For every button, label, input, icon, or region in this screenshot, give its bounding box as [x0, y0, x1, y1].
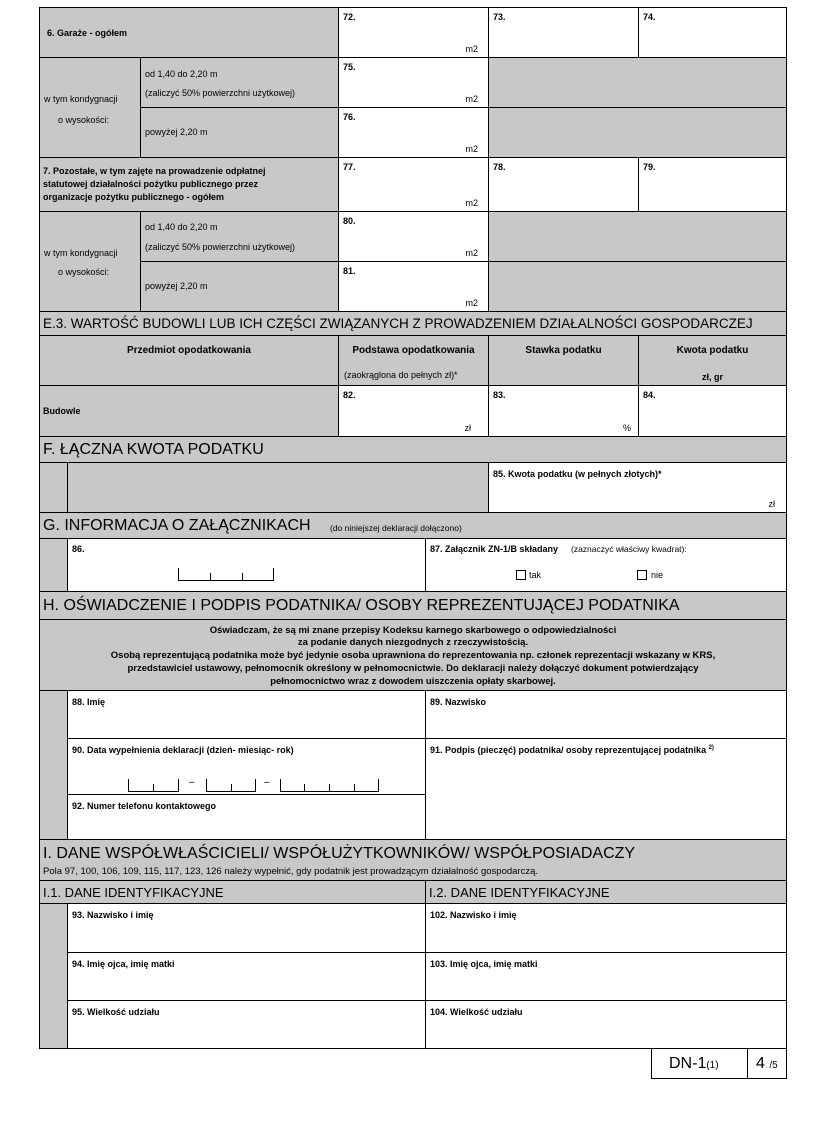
- field-89-label: 89. Nazwisko: [430, 697, 487, 707]
- garages-range-a-line2: (zaliczyć 50% powierzchni użytkowej): [145, 88, 296, 98]
- other-title-line3: organizacje pożytku publicznego - ogółem: [43, 192, 225, 202]
- e3-row-buildings-label: Budowle: [43, 406, 81, 416]
- f-left-margin: [39, 462, 68, 513]
- h-left-margin: [39, 690, 68, 840]
- field-86-digit-grid: [178, 568, 274, 581]
- other-title-line1: 7. Pozostałe, w tym zajęte na prowadzenie odpłatnej: [43, 166, 266, 176]
- e3-col-amount-label: Kwota podatku: [676, 345, 749, 356]
- field-87[interactable]: [425, 538, 787, 592]
- footer-form-label: [669, 1055, 719, 1073]
- field-92[interactable]: [67, 794, 426, 840]
- field-91-text: 91. Podpis (pieczęć) podatnika/ osoby reprezentującej podatnika: [430, 745, 707, 755]
- field-83-unit: %: [622, 423, 631, 433]
- e3-heading: E.3. WARTOŚĆ BUDOWLI LUB ICH CZĘŚCI ZWIĄZANYCH Z PROWADZENIEM DZIAŁALNOŚCI GOSPODARCZEJ: [43, 316, 753, 331]
- f-gray-cell: [67, 462, 489, 513]
- field-87-label: 87. Załącznik ZN-1/B składany: [430, 544, 559, 554]
- field-86-digit-tick: [210, 573, 211, 581]
- field-80[interactable]: [338, 211, 489, 262]
- field-104[interactable]: [425, 1000, 787, 1049]
- other-title-line2: statutowej działalności pożytku publicznego przez: [43, 179, 259, 189]
- garages-total-label-cell: [39, 7, 339, 58]
- date-dash-1: –: [189, 777, 195, 788]
- other-range-a-cell: [140, 211, 339, 262]
- i-left-margin: [39, 903, 68, 1049]
- i2-heading-bar: [425, 880, 787, 904]
- g-heading: G. INFORMACJA O ZAŁĄCZNIKACH: [43, 517, 311, 534]
- footer-page-number: [747, 1048, 787, 1079]
- g-heading-bar: [39, 512, 787, 539]
- field-85[interactable]: [488, 462, 787, 513]
- field-77[interactable]: [338, 157, 489, 212]
- footer-page-total: /5: [769, 1060, 778, 1071]
- field-75-number: 75.: [343, 62, 356, 72]
- field-85-label: 85. Kwota podatku (w pełnych złotych)*: [493, 469, 662, 479]
- field-77-unit: m2: [465, 198, 478, 208]
- field-103[interactable]: [425, 952, 787, 1001]
- field-81[interactable]: [338, 261, 489, 312]
- h-declaration-line1: Oświadczam, że są mi znane przepisy Kodeksu karnego skarbowego o odpowiedzialności: [209, 625, 617, 636]
- field-84-number: 84.: [643, 390, 656, 400]
- e3-col-rate: [488, 335, 639, 386]
- h-declaration-line5: pełnomocnictwo wraz z dowodem uiszczenia opłaty skarbowej.: [270, 676, 556, 687]
- checkbox-no[interactable]: [637, 570, 647, 580]
- field-104-label: 104. Wielkość udziału: [430, 1007, 523, 1017]
- field-94[interactable]: [67, 952, 426, 1001]
- field-76-unit: m2: [465, 144, 478, 154]
- other-total-label-cell: [39, 157, 339, 212]
- field-86[interactable]: [67, 538, 426, 592]
- other-range-b-cell: [140, 261, 339, 312]
- field-90-label: 90. Data wypełnienia deklaracji (dzień- miesiąc- rok): [72, 745, 294, 755]
- field-74[interactable]: [638, 7, 787, 58]
- e3-col-base-label: Podstawa opodatkowania: [352, 345, 475, 356]
- other-floor-label-cell: [39, 211, 141, 312]
- footer-page-label: [756, 1055, 778, 1073]
- date-dash-2: –: [264, 777, 270, 788]
- e3-col-subject: [39, 335, 339, 386]
- field-93-label: 93. Nazwisko i imię: [72, 910, 154, 920]
- field-85-unit: zł: [768, 499, 775, 509]
- field-94-label: 94. Imię ojca, imię matki: [72, 959, 175, 969]
- field-72[interactable]: [338, 7, 489, 58]
- date-year-tick: [329, 784, 330, 792]
- field-88[interactable]: [67, 690, 426, 739]
- field-83-number: 83.: [493, 390, 506, 400]
- field-74-number: 74.: [643, 12, 656, 22]
- date-year-tick: [354, 784, 355, 792]
- e3-col-amount-unit: zł, gr: [701, 372, 723, 382]
- field-89[interactable]: [425, 690, 787, 739]
- field-103-label: 103. Imię ojca, imię matki: [430, 959, 538, 969]
- i1-heading: I.1. DANE IDENTYFIKACYJNE: [43, 885, 224, 900]
- field-81-number: 81.: [343, 266, 356, 276]
- footer-page-current: 4: [756, 1055, 765, 1072]
- date-year-tick: [304, 784, 305, 792]
- g-heading-note: (do niniejszej deklaracji dołączono): [330, 523, 462, 533]
- garages-title: 6. Garaże - ogółem: [47, 28, 128, 38]
- e3-col-base-note: (zaokrąglona do pełnych zł)*: [344, 370, 458, 380]
- field-88-label: 88. Imię: [72, 697, 106, 707]
- other-range-a-line2: (zaliczyć 50% powierzchni użytkowej): [145, 242, 296, 252]
- checkbox-yes-label: tak: [529, 570, 542, 580]
- h-heading-bar: [39, 591, 787, 620]
- field-82-number: 82.: [343, 390, 356, 400]
- field-72-unit: m2: [465, 44, 478, 54]
- i2-heading: I.2. DANE IDENTYFIKACYJNE: [429, 885, 610, 900]
- field-86-number: 86.: [72, 544, 85, 554]
- garages-blank-gray-1: [488, 57, 787, 108]
- field-72-number: 72.: [343, 12, 356, 22]
- field-76-number: 76.: [343, 112, 356, 122]
- other-range-a-line1: od 1,40 do 2,20 m: [145, 222, 218, 232]
- other-floor-label-1: w tym kondygnacji: [44, 248, 118, 258]
- i1-heading-bar: [39, 880, 426, 904]
- field-82-unit: zł: [464, 423, 471, 433]
- field-78[interactable]: [488, 157, 639, 212]
- footer-form-id: [651, 1048, 748, 1079]
- e3-col-amount: [638, 335, 787, 386]
- field-80-unit: m2: [465, 248, 478, 258]
- field-102[interactable]: [425, 903, 787, 953]
- field-73[interactable]: [488, 7, 639, 58]
- garages-range-b: powyżej 2,20 m: [145, 127, 208, 137]
- garages-range-a-line1: od 1,40 do 2,20 m: [145, 69, 218, 79]
- field-78-number: 78.: [493, 162, 506, 172]
- field-84[interactable]: [638, 385, 787, 437]
- field-73-number: 73.: [493, 12, 506, 22]
- field-95-label: 95. Wielkość udziału: [72, 1007, 160, 1017]
- field-80-number: 80.: [343, 216, 356, 226]
- f-heading-bar: [39, 436, 787, 463]
- checkbox-yes[interactable]: [516, 570, 526, 580]
- field-95[interactable]: [67, 1000, 426, 1049]
- field-90[interactable]: [67, 738, 426, 795]
- field-91-label: [430, 745, 714, 755]
- field-83[interactable]: [488, 385, 639, 437]
- other-blank-gray-2: [488, 261, 787, 312]
- h-declaration-line2: za podanie danych niezgodnych z rzeczywistością.: [297, 637, 529, 648]
- field-81-unit: m2: [465, 298, 478, 308]
- date-day-tick: [153, 784, 154, 792]
- other-blank-gray-1: [488, 211, 787, 262]
- field-91-footnote-mark: 2): [708, 745, 714, 751]
- field-82[interactable]: [338, 385, 489, 437]
- e3-heading-bar: [39, 311, 787, 336]
- field-93[interactable]: [67, 903, 426, 953]
- garages-range-a-cell: [140, 57, 339, 108]
- footer-form-code: DN-1: [669, 1055, 707, 1072]
- garages-floor-label-2: o wysokości:: [58, 115, 110, 125]
- f-heading: F. ŁĄCZNA KWOTA PODATKU: [43, 441, 264, 458]
- e3-col-rate-label: Stawka podatku: [525, 345, 602, 356]
- field-75-unit: m2: [465, 94, 478, 104]
- field-92-label: 92. Numer telefonu kontaktowego: [72, 801, 217, 811]
- i-heading-bar: [39, 839, 787, 881]
- i-heading: I. DANE WSPÓŁWŁAŚCICIELI/ WSPÓŁUŻYTKOWNIKÓW/ WSPÓŁPOSIADACZY: [43, 845, 636, 862]
- garages-range-b-cell: [140, 107, 339, 158]
- garages-floor-label-1: w tym kondygnacji: [44, 94, 118, 104]
- footer-form-variant: (1): [706, 1060, 719, 1071]
- i-note: Pola 97, 100, 106, 109, 115, 117, 123, 126 należy wypełnić, gdy podatnik jest prowadzącym działalność gospodarczą.: [43, 866, 539, 877]
- garages-floor-label-cell: [39, 57, 141, 158]
- h-heading: H. OŚWIADCZENIE I PODPIS PODATNIKA/ OSOBY REPREZENTUJĄCEJ PODATNIKA: [43, 597, 680, 614]
- other-range-b: powyżej 2,20 m: [145, 281, 208, 291]
- date-month-tick: [231, 784, 232, 792]
- e3-row-buildings: [39, 385, 339, 437]
- field-102-label: 102. Nazwisko i imię: [430, 910, 517, 920]
- g-left-margin: [39, 538, 68, 592]
- h-declaration-line3: Osobą reprezentującą podatnika może być jedynie osoba uprawniona do reprezentowania np. członek reprezentacji wskazany w KRS,: [110, 650, 716, 661]
- field-79[interactable]: [638, 157, 787, 212]
- field-77-number: 77.: [343, 162, 356, 172]
- field-76[interactable]: [338, 107, 489, 158]
- e3-col-base: [338, 335, 489, 386]
- field-86-digit-tick: [242, 573, 243, 581]
- h-declaration: [39, 619, 787, 691]
- h-declaration-line4: przedstawiciel ustawowy, pełnomocnik określony w pełnomocnictwie. Do deklaracji należy dołączyć dokument potwierdzający: [127, 663, 699, 674]
- field-87-note: (zaznaczyć właściwy kwadrat):: [571, 544, 687, 554]
- other-floor-label-2: o wysokości:: [58, 267, 110, 277]
- garages-blank-gray-2: [488, 107, 787, 158]
- field-75[interactable]: [338, 57, 489, 108]
- field-91-signature[interactable]: [425, 738, 787, 840]
- e3-col-subject-label: Przedmiot opodatkowania: [127, 345, 251, 356]
- field-79-number: 79.: [643, 162, 656, 172]
- checkbox-no-label: nie: [651, 570, 664, 580]
